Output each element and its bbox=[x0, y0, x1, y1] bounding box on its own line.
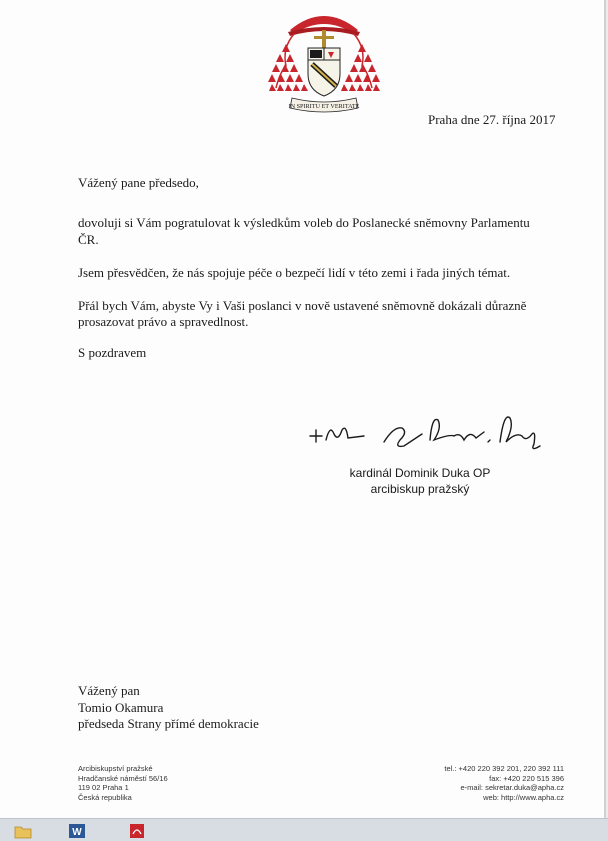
footer-phone: tel.: +420 220 392 201, 220 392 111 bbox=[444, 764, 564, 773]
salutation: Vážený pane předsedo, bbox=[78, 175, 199, 190]
paragraph-2: Jsem přesvědčen, že nás spojuje péče o bezpečí lidí v této zemi i řada jiných témat. bbox=[78, 265, 511, 280]
signer-name: kardinál Dominik Duka OP bbox=[349, 466, 491, 480]
footer-address bbox=[78, 764, 168, 802]
footer-address-line: Česká republika bbox=[78, 792, 132, 802]
closing: S pozdravem bbox=[78, 345, 147, 360]
footer-email: e-mail: sekretar.duka@apha.cz bbox=[460, 783, 564, 792]
footer-address-line: 119 02 Praha 1 bbox=[78, 783, 129, 792]
footer-address-line: Arcibiskupství pražské bbox=[78, 764, 153, 773]
paragraph-1-line-1: dovoluji si Vám pogratulovat k výsledkům voleb do Poslanecké sněmovny Parlamentu bbox=[78, 215, 530, 230]
letter-date: Praha dne 27. října 2017 bbox=[428, 112, 556, 127]
footer-fax: fax: +420 220 515 396 bbox=[489, 773, 564, 783]
coat-of-arms-icon bbox=[268, 8, 380, 116]
signer-title: arcibiskup pražský bbox=[370, 482, 470, 496]
footer-address-line: Hradčanské náměstí 56/16 bbox=[78, 773, 168, 783]
footer-web: web: http://www.apha.cz bbox=[483, 792, 564, 802]
pdf-icon[interactable] bbox=[128, 823, 146, 839]
svg-text:W: W bbox=[72, 827, 82, 838]
paragraph-3-line-1: Přál bych Vám, abyste Vy i Vaši poslanci v nově ustavené sněmovně dokázali důrazně bbox=[78, 298, 527, 313]
recipient-line-2: Tomio Okamura bbox=[78, 700, 164, 715]
taskbar bbox=[0, 818, 608, 841]
recipient-line-1: Vážený pan bbox=[78, 683, 140, 698]
motto-text: IN SPIRITU ET VERITATE bbox=[288, 103, 360, 110]
footer-contacts bbox=[444, 764, 564, 802]
paragraph-3-line-2: prosazovat právo a spravedlnost. bbox=[78, 314, 249, 329]
folder-icon[interactable] bbox=[14, 823, 32, 839]
paragraph-1-line-2: ČR. bbox=[78, 232, 99, 247]
recipient-line-3: předseda Strany přímé demokracie bbox=[78, 716, 259, 731]
handwritten-signature bbox=[304, 406, 556, 456]
word-icon[interactable] bbox=[68, 823, 86, 839]
